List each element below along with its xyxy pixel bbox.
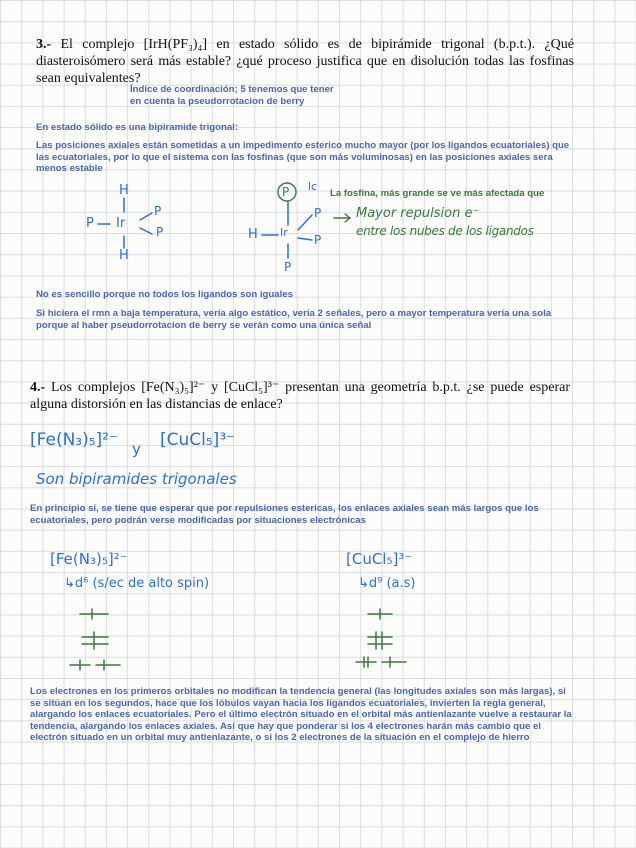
note-axial-positions: Las posiciones axiales están sometidas a un impedimento esterico mucho mayor (por los ligandos ecuatoriales) que las ecuatoriales, por lo que el sistema con las fosfinas (que son más voluminosas) en las posiciones axiales sera menos estable xyxy=(36,140,570,175)
handwriting-bipiramides: Son bipiramides trigonales xyxy=(36,470,237,488)
structure-2-p-up: P xyxy=(314,206,322,220)
note-coordination-index: Índice de coordinación; 5 tenemos que tener en cuenta la pseudorrotacion de berry xyxy=(130,84,334,107)
structure-2-p-down: P xyxy=(314,233,322,247)
handwriting-fe-complex-2: [Fe(N₃)₅]²⁻ xyxy=(50,550,128,568)
note-in-principle: En principio sí, se tiene que esperar que por repulsiones estericas, los enlaces axiales sean más largos que los ecuatoriales, pero podrán verse modificadas por situaciones electrónicas xyxy=(30,503,539,526)
handwriting-fe-d6: ↳d⁶ (s/ec de alto spin) xyxy=(64,576,210,591)
question-3-number: 3.- xyxy=(36,37,52,52)
structure-1-p-down: P xyxy=(156,225,164,239)
structure-1-h-bottom: H xyxy=(119,248,129,263)
structure-2-label: lc xyxy=(308,180,318,193)
handwriting-cu-complex: [CuCl₅]³⁻ xyxy=(160,430,236,450)
structure-2-p-bottom: P xyxy=(284,260,292,274)
structure-1-h-top: H xyxy=(119,183,129,198)
note-not-simple: No es sencillo porque no todos los ligandos son iguales xyxy=(36,289,293,300)
handwriting-y: y xyxy=(132,440,141,458)
structure-1-p-left: P xyxy=(86,216,94,231)
handwriting-cu-complex-2: [CuCl₅]³⁻ xyxy=(346,550,413,568)
question-4 xyxy=(30,379,570,413)
structure-2-h-left: H xyxy=(248,227,258,242)
handwriting-entre-nubes: entre los nubes de los ligandos xyxy=(356,224,534,238)
note-solid-state: En estado sólido es una bipiramide trigonal: xyxy=(36,122,239,133)
handwriting-mayor-repulsion: Mayor repulsion e⁻ xyxy=(356,206,480,221)
handwriting-cu-d9: ↳d⁹ (a.s) xyxy=(358,576,416,591)
question-3-text: El complejo [IrH(PF₃)₄] en estado sólido es de bipirámide trigonal (b.p.t.). ¿Qué diasteroisómero será más estable? ¿qué proceso justifica que en disolución todas las fosfinas sean equivalentes? xyxy=(36,37,575,86)
structure-2-ir: Ir xyxy=(280,226,288,239)
structure-1-p-up: P xyxy=(154,204,162,218)
note-rmn: Si hiciera el rmn a baja temperatura, vería algo estático, vería 2 señales, pero a mayor temperatura vería una sola porque al haber pseudorrotacion de berry se verán como una única señal xyxy=(36,308,552,331)
question-4-number: 4.- xyxy=(30,380,46,395)
note-phosphine-larger: La fosfina, más grande se ve más afectada que xyxy=(330,188,545,199)
handwriting-fe-complex: [Fe(N₃)₅]²⁻ xyxy=(30,430,118,450)
question-4-text: Los complejos [Fe(N₃)₅]²⁻ y [CuCl₅]³⁻ presentan una geometría b.p.t. ¿se puede esperar alguna distorsión en las distancias de enlace? xyxy=(30,380,570,412)
fe-energy-levels xyxy=(70,609,120,670)
note-electrons: Los electrones en los primeros orbitales no modifican la tendencia general (las longitudes axiales son más largas), si se sitúan en los segundos, hace que los lóbulos vayan hacia los ligandos ecuatoriales, invierten la regla general, alargando los enlaces ecuatoriales. Pero el último electrón situado en el orbital más antienlazante vuelve a restaurar la tendencia, alargando los enlaces axiales. Así que hay que ponderar si los 4 electrones harán más cambio que el electrón situado en un orbital muy antienlazante, o si los 2 electrones de la situación en el complejo de hierro xyxy=(30,686,572,744)
structure-2-p-top: P xyxy=(282,185,290,199)
cu-energy-levels xyxy=(356,609,406,667)
structure-1-ir: Ir xyxy=(116,216,126,231)
